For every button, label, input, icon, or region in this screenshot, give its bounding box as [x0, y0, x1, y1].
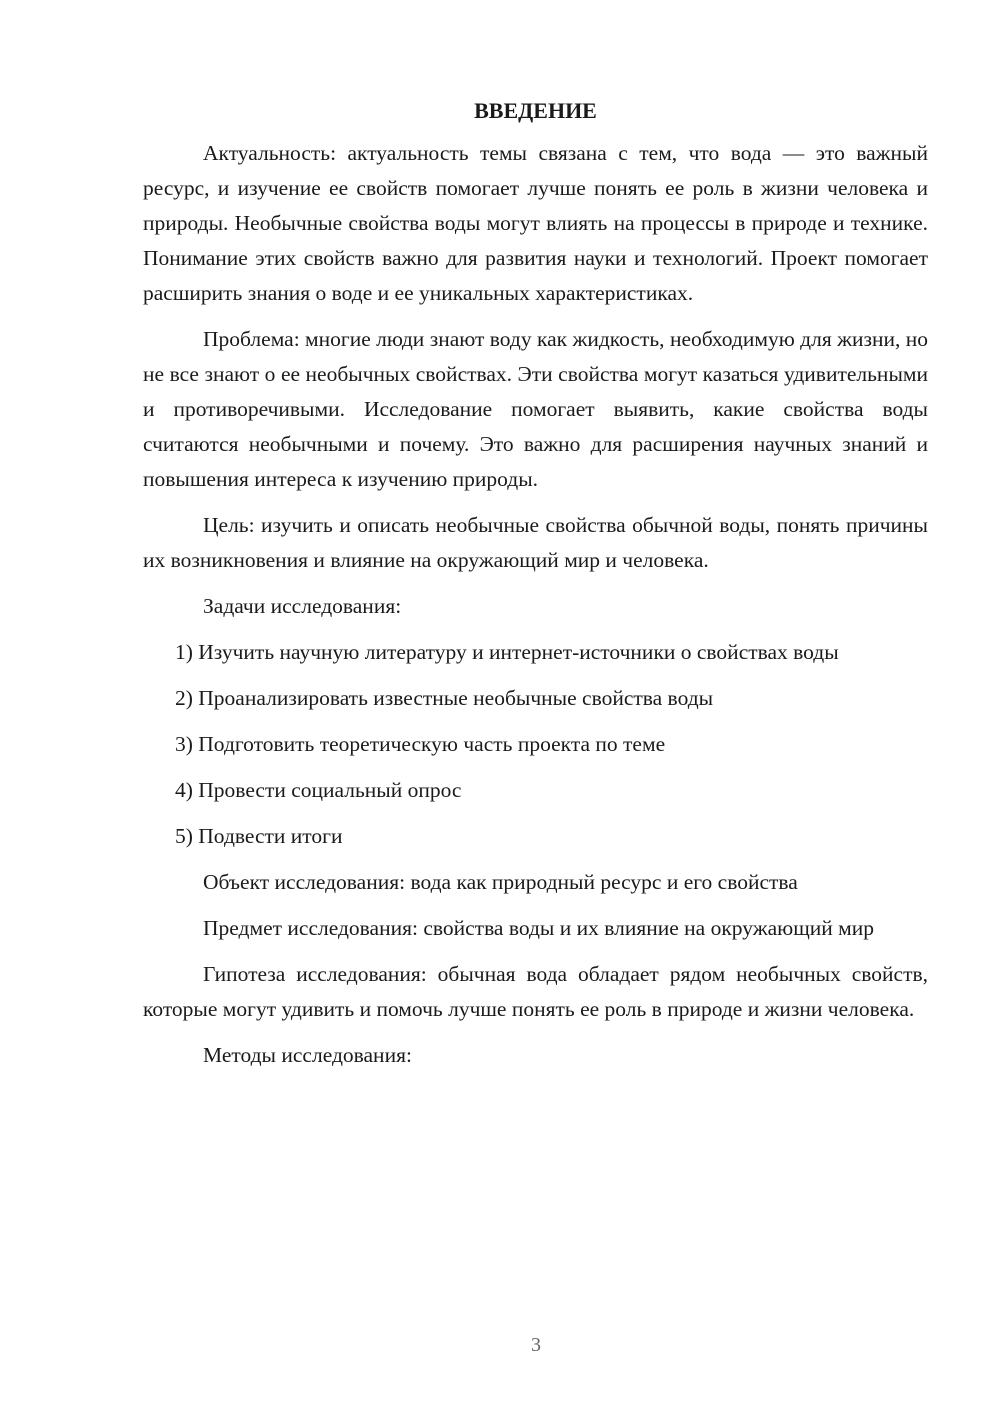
page-number: 3 — [531, 1334, 541, 1356]
task-item-5: 5) Подвести итоги — [175, 824, 343, 848]
paragraph-problem: Проблема: многие люди знают воду как жидкость, необходимую для жизни, но не все знают о ее необычных свойствах. Эти свойства могут казаться удивительными и противоречивыми. Исследование помогает выявить, какие свойства воды считаются необычными и почему. Это важно для расширения научных знаний и повышения интереса к изучению природы. — [143, 327, 928, 491]
tasks-title: Задачи исследования: — [203, 594, 402, 618]
paragraph-object: Объект исследования: вода как природный ресурс и его свойства — [203, 870, 798, 894]
methods-title: Методы исследования: — [203, 1043, 412, 1067]
section-heading: ВВЕДЕНИЕ — [474, 98, 597, 123]
paragraph-subject: Предмет исследования: свойства воды и их влияние на окружающий мир — [203, 916, 874, 940]
page-content — [143, 94, 928, 1084]
task-item-3: 3) Подготовить теоретическую часть проекта по теме — [175, 732, 666, 756]
paragraph-goal: Цель: изучить и описать необычные свойства обычной воды, понять причины их возникновения и влияние на окружающий мир и человека. — [143, 513, 928, 572]
task-item-4: 4) Провести социальный опрос — [175, 778, 462, 802]
paragraph-relevance: Актуальность: актуальность темы связана с тем, что вода — это важный ресурс, и изучение ее свойств помогает лучше понять ее роль в жизни человека и природы. Необычные свойства воды могут влиять на процессы в природе и технике. Понимание этих свойств важно для развития науки и технологий. Проект помогает расширить знания о воде и ее уникальных характеристиках. — [143, 141, 928, 305]
task-item-2: 2) Проанализировать известные необычные свойства воды — [175, 686, 714, 710]
paragraph-hypothesis: Гипотеза исследования: обычная вода обладает рядом необычных свойств, которые могут удивить и помочь лучше понять ее роль в природе и жизни человека. — [143, 962, 928, 1021]
task-item-1: 1) Изучить научную литературу и интернет-источники о свойствах воды — [175, 640, 839, 664]
